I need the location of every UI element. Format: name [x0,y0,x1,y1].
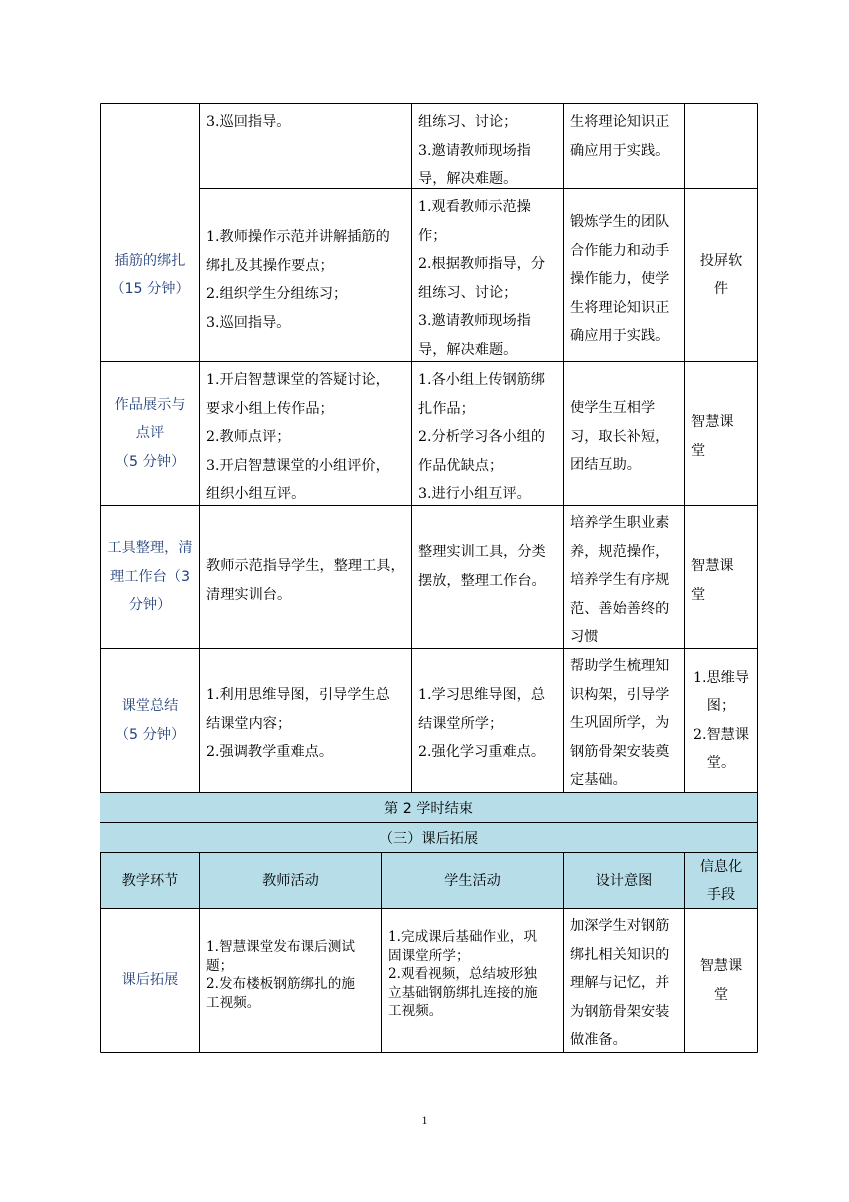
text-line: 2.强化学习重难点。 [418,744,546,760]
student-activity-cell [412,538,563,595]
student-activity-cell [412,193,563,364]
text-line: 操作能力，使学 [570,271,670,287]
text-line: 立基础钢筋绑扎连接的施 [388,984,538,1001]
teacher-activity-cell [200,108,411,137]
text-line: 作； [418,227,447,244]
teacher-activity-cell [200,938,381,1012]
text-line: 合作能力和动手 [570,242,670,259]
stage-title: 作品展示与 [114,396,186,413]
text-line: 工视频。 [206,994,261,1011]
text-line: 习惯 [570,629,599,645]
text-line: 结课堂所学； [418,715,504,732]
text-line: 结课堂内容； [206,715,292,732]
teacher-activity-cell [200,552,411,609]
header-label: 设计意图 [595,872,653,889]
student-activity-cell [412,108,563,194]
stage-cell [101,649,199,792]
text-line: 生将理论知识正 [570,299,670,316]
stage-title: 课堂总结 [121,698,179,714]
text-line: 要求小组上传作品； [206,400,334,417]
info-tool-cell [685,649,757,792]
text-line: 1.利用思维导图，引导学生总 [206,687,390,703]
text-line: 2.观看视频，总结坡形独 [388,966,537,982]
design-intent-cell [564,394,684,480]
text-line: 清理实训台。 [206,586,292,603]
header-stage [101,853,199,908]
design-intent-cell [564,912,684,1055]
text-line: 绑扎相关知识的 [570,946,670,963]
text-line: 2.智慧课 [692,726,750,743]
info-tool-cell [685,408,757,465]
text-line: 导，解决难题。 [418,341,518,358]
text-line: 3.开启智慧课堂的小组评价， [206,457,390,474]
text-line: 3.邀请教师现场指 [418,313,531,329]
stage-duration: （15 分钟） [110,281,190,297]
text-line: 2.发布楼板钢筋绑扎的施 [206,976,355,992]
student-activity-cell [382,928,563,1021]
text-line: 3.进行小组互评。 [418,486,531,502]
section-band-title [100,823,757,852]
text-line: 1.教师操作示范并讲解插筋的 [206,229,390,245]
text-line: 1.学习思维导图，总 [418,687,546,703]
text-line: 识构架，引导学 [570,686,670,703]
design-intent-cell [564,509,684,652]
text-line: 2.强调教学重难点。 [206,744,334,760]
text-line: 3.邀请教师现场指 [418,142,531,159]
text-line: 生将理论知识正 [570,114,670,130]
text-line: 定基础。 [570,772,627,788]
text-line: 工视频。 [388,1003,443,1019]
text-line: 1.各小组上传钢筋绑 [418,372,546,388]
text-line: 使学生互相学 [570,400,656,416]
text-line: 堂。 [706,755,736,771]
text-line: 3.巡回指导。 [206,114,291,130]
info-tool-cell [685,189,757,361]
stage-duration: （5 分钟） [114,453,186,470]
page-number: 1 [421,1115,428,1127]
text-line: 确应用于实践。 [570,328,670,344]
text-line: 绑扎及其操作要点； [206,257,334,274]
stage-title: 工具整理，清 [107,540,193,557]
design-intent-cell [564,208,684,351]
info-tool-cell [685,552,757,609]
stage-cell [101,909,199,1052]
stage-title: 课后拓展 [121,972,179,989]
text-line: 理解与记忆，并 [570,975,670,991]
text-line: 堂 [713,986,729,1003]
text-line: 为钢筋骨架安装 [570,1003,670,1020]
text-line: 确应用于实践。 [570,142,670,159]
text-line: 做准备。 [570,1032,627,1048]
text-line: 堂 [691,442,706,459]
text-line: 智慧课 [691,558,734,574]
text-line: 培养学生有序规 [570,572,670,588]
stage-duration: 分钟） [128,597,172,614]
text-line: 摆放，整理工作台。 [418,572,546,589]
text-line: 堂 [691,586,706,603]
section-band-end [100,793,757,822]
stage-title: 理工作台（3 [110,568,190,585]
teacher-activity-cell [200,223,411,337]
text-line: 导，解决难题。 [418,171,518,187]
text-line: 组练习、讨论； [418,284,518,301]
header-student [382,853,563,908]
header-teacher [200,853,381,908]
header-label: 教师活动 [262,872,319,889]
text-line: 1.智慧课堂发布课后测试 [206,939,355,955]
teacher-activity-cell [200,681,411,767]
student-activity-cell [412,681,563,767]
band-label: （三）课后拓展 [378,830,479,847]
text-line: 养，规范操作， [570,543,670,560]
text-line: 作品优缺点； [418,457,504,474]
design-intent-cell [564,108,684,165]
student-activity-cell [412,366,563,509]
text-line: 题； [206,957,234,974]
stage-cell [101,506,199,648]
teacher-activity-cell [200,366,411,509]
text-line: 整理实训工具，分类 [418,544,546,560]
header-tool [685,853,757,908]
text-line: 智慧课 [691,414,734,430]
text-line: 2.组织学生分组练习； [206,286,348,302]
text-line: 1.思维导 [692,669,750,686]
stage-title: 插筋的绑扎 [114,252,186,269]
design-intent-cell [564,652,684,795]
stage-title: 点评 [135,425,165,442]
text-line: 钢筋骨架安装奠 [570,743,670,760]
text-line: 教师示范指导学生，整理工具， [206,558,405,574]
text-line: 投屏软 [699,252,743,269]
header-label: 信息化 [699,858,743,875]
text-line: 范、善始善终的 [570,600,670,617]
header-label: 手段 [706,886,736,903]
text-line: 1.开启智慧课堂的答疑讨论， [206,372,390,388]
header-label: 学生活动 [444,872,501,889]
text-line: 团结互助。 [570,457,641,473]
text-line: 智慧课 [699,958,743,974]
text-line: 1.完成课后基础作业，巩 [388,929,537,945]
text-line: 生巩固所学，为 [570,715,670,731]
stage-cell [101,189,199,361]
text-line: 组织小组互评。 [206,486,306,502]
text-line: 固课堂所学； [388,947,470,964]
text-line: 锻炼学生的团队 [570,214,670,230]
text-line: 扎作品； [418,400,475,417]
band-label: 第 2 学时结束 [384,800,473,817]
text-line: 2.分析学习各小组的 [418,429,546,445]
header-label: 教学环节 [121,872,179,889]
text-line: 2.根据教师指导，分 [418,256,546,272]
info-tool-cell [685,909,757,1052]
header-intent [564,853,684,908]
text-line: 帮助学生梳理知 [570,658,670,674]
stage-cell [101,362,199,505]
text-line: 培养学生职业素 [570,515,670,531]
text-line: 习，取长补短， [570,428,670,445]
text-line: 2.教师点评； [206,429,291,445]
stage-duration: （5 分钟） [114,726,186,743]
text-line: 加深学生对钢筋 [570,918,670,934]
text-line: 件 [713,281,729,297]
text-line: 1.观看教师示范操 [418,199,531,215]
text-line: 组练习、讨论； [418,114,518,130]
text-line: 3.巡回指导。 [206,314,291,331]
text-line: 图； [706,698,736,714]
